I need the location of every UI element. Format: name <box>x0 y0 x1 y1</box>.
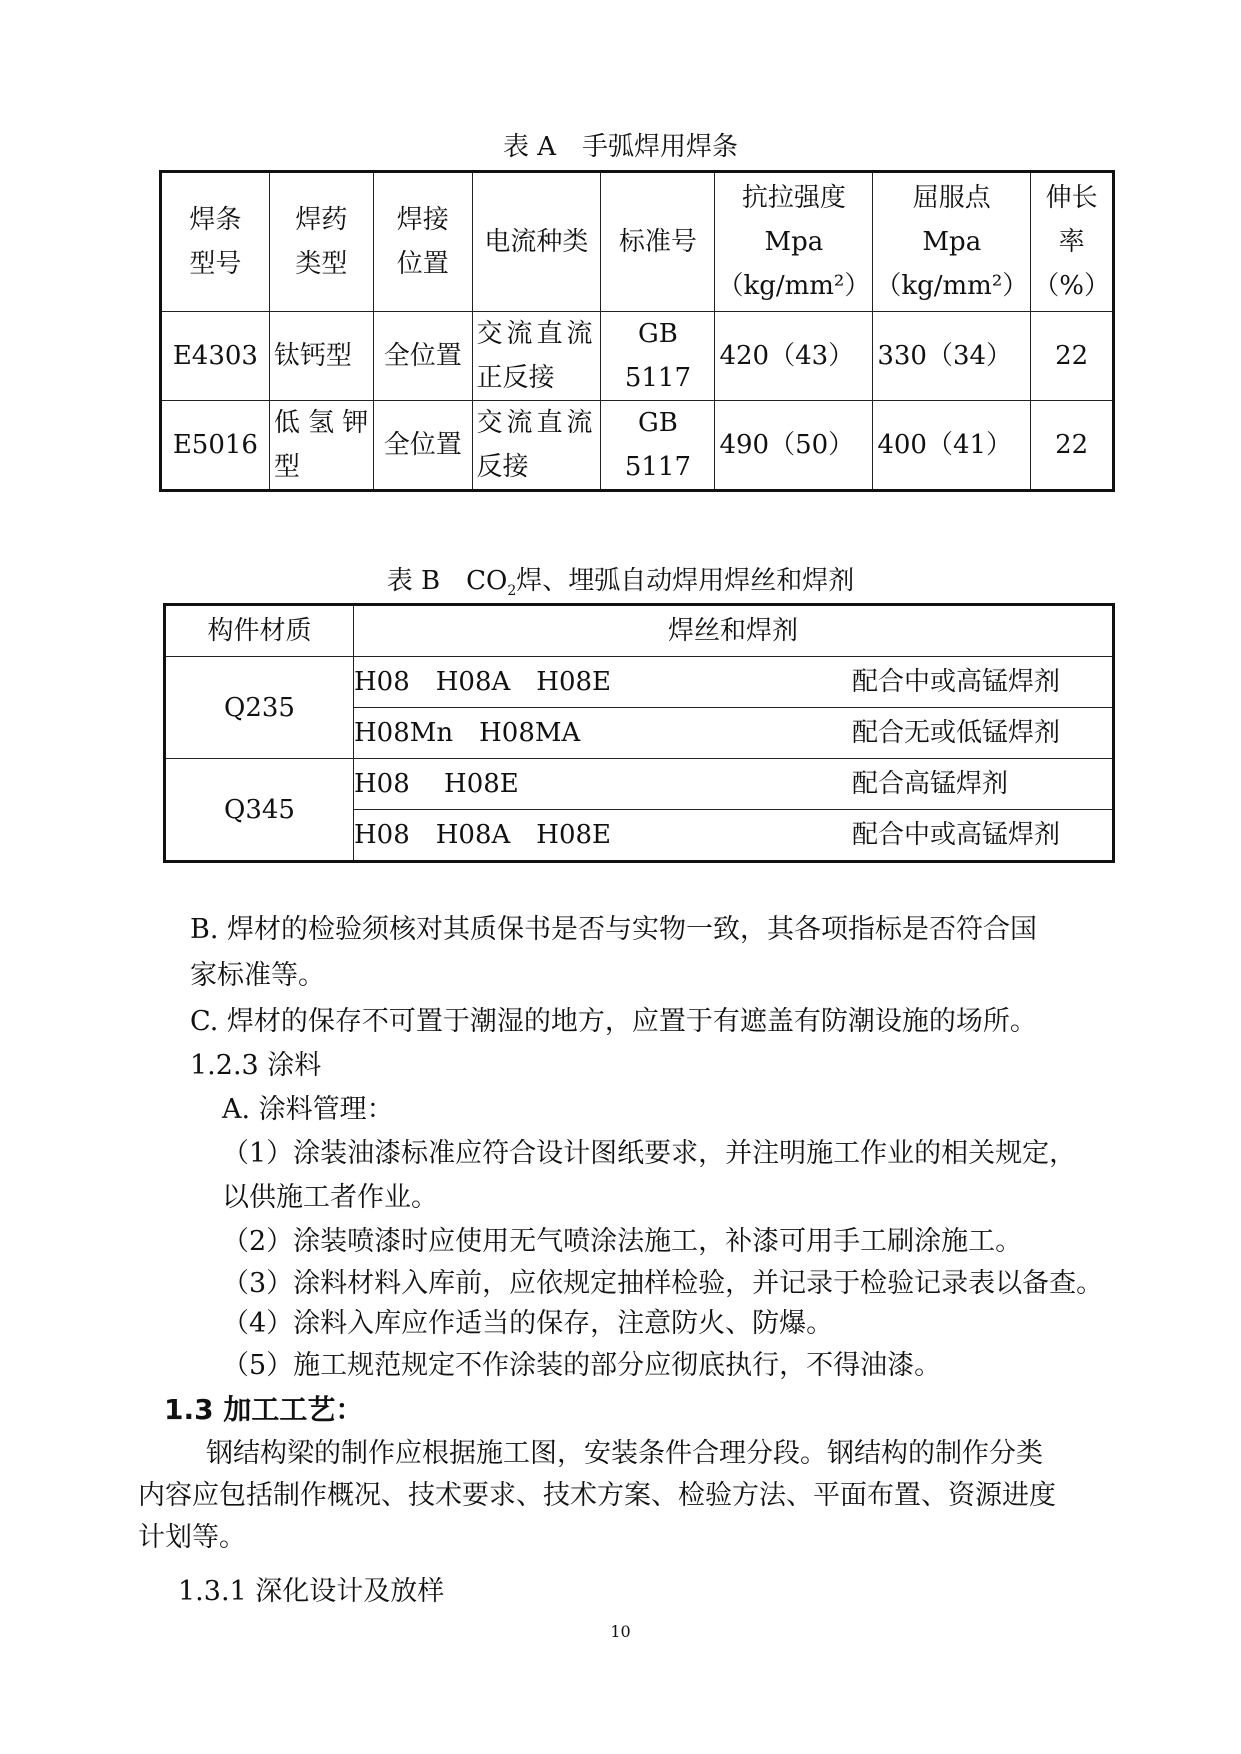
table-a-caption: 表 A 手弧焊用焊条 <box>502 132 739 162</box>
header-standard: 标准号 <box>601 172 715 312</box>
cell-elongation: 22 <box>1031 312 1114 401</box>
header-tensile: 抗拉强度 Mpa （kg/mm²） <box>715 172 873 312</box>
item-2: （2）涂装喷漆时应使用无气喷涂法施工，补漆可用手工刷涂施工。 <box>222 1226 1023 1257</box>
section-1-3-1-heading: 1.3.1 深化设计及放样 <box>178 1576 445 1607</box>
subsection-a-heading: A. 涂料管理： <box>222 1094 394 1125</box>
table-b-header-row <box>165 605 1114 657</box>
cell-material: Q345 <box>165 759 354 862</box>
cell-yield: 330（34） <box>873 312 1031 401</box>
header-current: 电流种类 <box>472 172 601 312</box>
item-1-line1: （1）涂装油漆标准应符合设计图纸要求，并注明施工作业的相关规定， <box>222 1138 1077 1169</box>
table-row <box>161 401 1114 491</box>
header-wire-flux: 焊丝和焊剂 <box>354 605 1114 657</box>
header-elongation: 伸长率 （%） <box>1031 172 1114 312</box>
header-model: 焊条 型号 <box>161 172 270 312</box>
cell-position: 全位置 <box>374 312 472 401</box>
cell-current: 交流直流 正反接 <box>472 312 601 401</box>
header-yield: 屈服点 Mpa （kg/mm²） <box>873 172 1031 312</box>
cell-wire-flux: H08 H08A H08E 配合中或高锰焊剂 <box>354 810 1114 862</box>
table-a <box>159 170 1115 492</box>
paragraph-b-line2: 家标准等。 <box>190 960 325 991</box>
table-b <box>163 603 1115 863</box>
cell-tensile: 420（43） <box>715 312 873 401</box>
section-1-2-3-heading: 1.2.3 涂料 <box>190 1050 322 1081</box>
body-paragraph-line2: 内容应包括制作概况、技术要求、技术方案、检验方法、平面布置、资源进度 <box>138 1480 1056 1511</box>
table-a-header-row <box>161 172 1114 312</box>
cell-model: E5016 <box>161 401 270 491</box>
body-paragraph-line1: 钢结构梁的制作应根据施工图，安装条件合理分段。钢结构的制作分类 <box>206 1438 1043 1469</box>
cell-yield: 400（41） <box>873 401 1031 491</box>
item-1-line2: 以供施工者作业。 <box>222 1182 438 1213</box>
item-5: （5）施工规范规定不作涂装的部分应彻底执行，不得油漆。 <box>222 1350 942 1381</box>
header-position: 焊接 位置 <box>374 172 472 312</box>
item-4: （4）涂料入库应作适当的保存，注意防火、防爆。 <box>222 1308 834 1339</box>
section-1-3-heading: 1.3 加工工艺： <box>164 1393 364 1426</box>
cell-flux: 钛钙型 <box>269 312 373 401</box>
item-3: （3）涂料材料入库前，应依规定抽样检验，并记录于检验记录表以备查。 <box>222 1268 1104 1299</box>
cell-model: E4303 <box>161 312 270 401</box>
table-row <box>165 657 1114 708</box>
cell-elongation: 22 <box>1031 401 1114 491</box>
body-paragraph-line3: 计划等。 <box>138 1522 246 1553</box>
table-row <box>161 312 1114 401</box>
table-row <box>165 759 1114 810</box>
cell-position: 全位置 <box>374 401 472 491</box>
cell-standard: GB 5117 <box>601 312 715 401</box>
cell-tensile: 490（50） <box>715 401 873 491</box>
cell-wire-flux: H08Mn H08MA 配合无或低锰焊剂 <box>354 708 1114 759</box>
cell-wire-flux: H08 H08E 配合高锰焊剂 <box>354 759 1114 810</box>
paragraph-c: C. 焊材的保存不可置于潮湿的地方，应置于有遮盖有防潮设施的场所。 <box>190 1006 1037 1037</box>
table-b-caption: 表 B $CO_2$焊、埋弧自动焊用焊丝和焊剂 <box>386 566 855 599</box>
cell-standard: GB 5117 <box>601 401 715 491</box>
page-number: 10 <box>610 1622 631 1641</box>
paragraph-b-line1: B. 焊材的检验须核对其质保书是否与实物一致，其各项指标是否符合国 <box>190 914 1038 945</box>
cell-flux: 低 氢 钾 型 <box>269 401 373 491</box>
cell-material: Q235 <box>165 657 354 759</box>
header-flux: 焊药 类型 <box>269 172 373 312</box>
cell-wire-flux: H08 H08A H08E 配合中或高锰焊剂 <box>354 657 1114 708</box>
cell-current: 交流直流 反接 <box>472 401 601 491</box>
header-material: 构件材质 <box>165 605 354 657</box>
